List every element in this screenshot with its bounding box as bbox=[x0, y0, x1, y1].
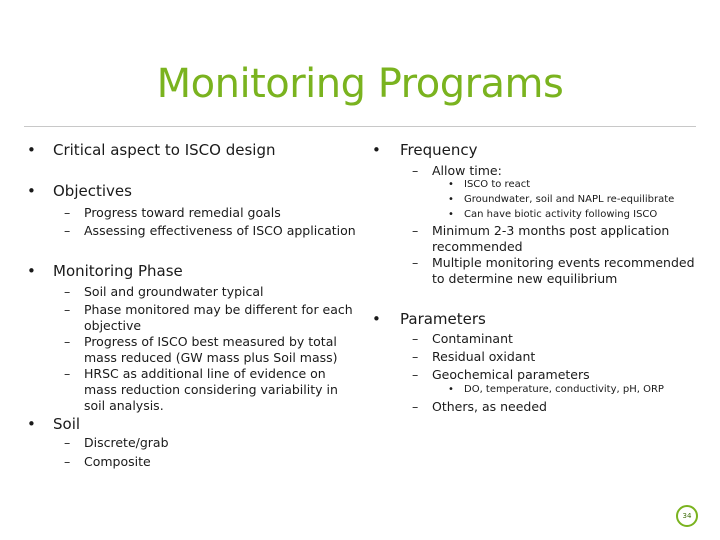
sub-sub-item-geochemical: DO, temperature, conductivity, pH, ORP bbox=[464, 384, 664, 395]
sub-item-monitoring-phase: Phase monitored may be different for each objective bbox=[84, 302, 353, 333]
sub-item-allow-time: Allow time: bbox=[432, 163, 502, 178]
title-divider bbox=[24, 126, 696, 127]
dash-marker: – bbox=[64, 302, 71, 317]
sub-item-parameters: Geochemical parameters bbox=[432, 367, 590, 382]
sub-sub-item-allow-time: ISCO to react bbox=[464, 179, 531, 190]
slide-title: Monitoring Programs bbox=[156, 61, 564, 107]
dash-marker: – bbox=[412, 223, 419, 238]
page-number: 34 bbox=[682, 512, 692, 520]
bullet-frequency: Frequency bbox=[400, 141, 478, 159]
sub-item-frequency: Multiple monitoring events recommended to determine new equilibrium bbox=[432, 255, 695, 286]
small-bullet-marker: • bbox=[448, 194, 454, 205]
bullet-marker: • bbox=[27, 141, 36, 159]
dash-marker: – bbox=[64, 454, 71, 469]
bullet-objectives: Objectives bbox=[53, 182, 132, 200]
small-bullet-marker: • bbox=[448, 179, 454, 190]
sub-item-frequency: Minimum 2-3 months post application recommended bbox=[432, 223, 670, 254]
sub-item-monitoring-phase: Soil and groundwater typical bbox=[84, 284, 264, 299]
dash-marker: – bbox=[64, 284, 71, 299]
dash-marker: – bbox=[64, 334, 71, 349]
sub-item-monitoring-phase: Progress of ISCO best measured by total mass reduced (GW mass plus Soil mass) bbox=[84, 334, 338, 365]
sub-sub-item-allow-time: Can have biotic activity following ISCO bbox=[464, 209, 658, 220]
sub-item-parameters: Others, as needed bbox=[432, 399, 547, 414]
sub-item-soil: Composite bbox=[84, 454, 151, 469]
sub-item-soil: Discrete/grab bbox=[84, 435, 169, 450]
sub-item-parameters: Contaminant bbox=[432, 331, 513, 346]
bullet-marker: • bbox=[372, 141, 381, 159]
bullet-critical-aspect: Critical aspect to ISCO design bbox=[53, 141, 276, 159]
bullet-monitoring-phase: Monitoring Phase bbox=[53, 262, 183, 280]
dash-marker: – bbox=[64, 435, 71, 450]
sub-item-parameters: Residual oxidant bbox=[432, 349, 536, 364]
dash-marker: – bbox=[412, 399, 419, 414]
sub-item-monitoring-phase: HRSC as additional line of evidence on mass reduction considering variability in soil analysis. bbox=[84, 366, 338, 413]
bullet-parameters: Parameters bbox=[400, 310, 486, 328]
bullet-marker: • bbox=[27, 182, 36, 200]
small-bullet-marker: • bbox=[448, 209, 454, 220]
dash-marker: – bbox=[64, 223, 71, 238]
bullet-marker: • bbox=[27, 415, 36, 433]
bullet-marker: • bbox=[372, 310, 381, 328]
page-number-badge bbox=[676, 505, 698, 527]
bullet-soil: Soil bbox=[53, 415, 81, 433]
dash-marker: – bbox=[64, 205, 71, 220]
dash-marker: – bbox=[412, 349, 419, 364]
dash-marker: – bbox=[412, 163, 419, 178]
sub-item-objectives: Progress toward remedial goals bbox=[84, 205, 281, 220]
dash-marker: – bbox=[412, 255, 419, 270]
dash-marker: – bbox=[412, 331, 419, 346]
small-bullet-marker: • bbox=[448, 384, 454, 395]
dash-marker: – bbox=[412, 367, 419, 382]
dash-marker: – bbox=[64, 366, 71, 381]
bullet-marker: • bbox=[27, 262, 36, 280]
sub-item-objectives: Assessing effectiveness of ISCO application bbox=[84, 223, 356, 238]
sub-sub-item-allow-time: Groundwater, soil and NAPL re-equilibrate bbox=[464, 194, 675, 205]
